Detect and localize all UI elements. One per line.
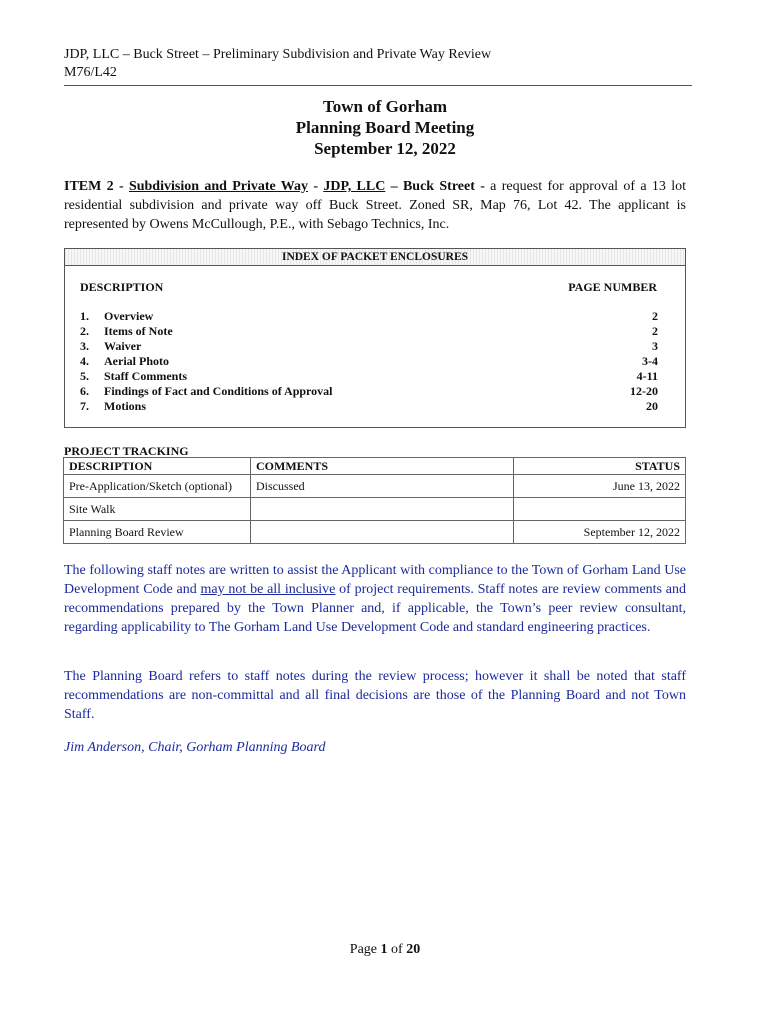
title-meeting: Planning Board Meeting <box>295 118 475 137</box>
column-header-comments: COMMENTS <box>251 458 514 475</box>
staff-notes-text-a: The following staff notes are written to assist the Applicant with compliance to the Town of Gorham Land Use Development Code and <box>64 563 686 597</box>
item-sep1: - <box>308 179 324 194</box>
page-header <box>64 46 692 86</box>
index-item-page: 3 <box>652 339 658 353</box>
row-description: Site Walk <box>64 498 251 521</box>
staff-notes-paragraph <box>64 561 686 637</box>
index-item-label: Staff Comments <box>104 369 187 383</box>
index-list <box>80 309 658 414</box>
staff-notes-text-b: of project requirements. Staff notes are review comments and recommendations prepared by the Town Planner and, if applicable, the Town’s peer review consultant, regarding applicability to The Gorham Land Use Development Code and standard engineering practices. <box>64 582 686 635</box>
row-description: Planning Board Review <box>64 521 251 544</box>
packet-index-box <box>64 248 686 428</box>
index-item <box>80 369 658 384</box>
index-item-number: 3. <box>80 339 89 353</box>
index-title: INDEX OF PACKET ENCLOSURES <box>65 249 685 266</box>
row-comments: Discussed <box>251 475 514 498</box>
item-subject: Subdivision and Private Way <box>128 179 309 194</box>
index-item-label: Waiver <box>104 339 142 353</box>
index-item <box>80 384 658 399</box>
index-item <box>80 354 658 369</box>
index-item-page: 2 <box>652 309 658 323</box>
header-title: JDP, LLC – Buck Street – Preliminary Subdivision and Private Way Review <box>64 47 492 62</box>
index-item-label: Aerial Photo <box>104 354 169 368</box>
index-item <box>80 399 658 414</box>
index-item-label: Findings of Fact and Conditions of Approval <box>104 384 333 398</box>
column-header-description: DESCRIPTION <box>64 458 251 475</box>
footer-current-page: 1 <box>380 942 388 957</box>
footer-page-label: Page <box>349 942 381 957</box>
table-row <box>64 498 686 521</box>
index-item-page: 3-4 <box>642 354 658 368</box>
row-status: June 13, 2022 <box>514 475 686 498</box>
item-prefix: ITEM 2 - <box>64 179 129 194</box>
index-item-label: Items of Note <box>104 324 173 338</box>
row-description: Pre-Application/Sketch (optional) <box>64 475 251 498</box>
index-item-number: 1. <box>80 309 89 323</box>
row-comments <box>251 521 514 544</box>
project-tracking-table <box>63 457 686 544</box>
signature-line: Jim Anderson, Chair, Gorham Planning Board <box>64 740 326 755</box>
index-page-header: PAGE NUMBER <box>568 280 657 294</box>
column-header-status: STATUS <box>514 458 686 475</box>
table-row <box>64 475 686 498</box>
index-item <box>80 339 658 354</box>
index-item-page: 12-20 <box>630 384 658 398</box>
table-header-row <box>64 458 686 475</box>
planning-board-paragraph: The Planning Board refers to staff notes during the review process; however it shall be noted that staff recommendations are non-committal and all final decisions are those of the Planning Board and not Town Staff. <box>64 669 686 722</box>
row-status <box>514 498 686 521</box>
project-tracking-title: PROJECT TRACKING <box>64 444 189 458</box>
index-item-number: 5. <box>80 369 89 383</box>
row-comments <box>251 498 514 521</box>
index-item-number: 4. <box>80 354 89 368</box>
item-sep2: – Buck Street - <box>385 179 491 194</box>
item-description <box>64 177 686 234</box>
index-item-page: 2 <box>652 324 658 338</box>
staff-notes-underlined: may not be all inclusive <box>200 582 336 597</box>
index-item-label: Overview <box>104 309 154 323</box>
index-item-page: 20 <box>646 399 658 413</box>
item-text: a request for approval of a 13 lot residential subdivision and private way off Buck Street. Zoned SR, Map 76, Lot 42. The applicant is represented by Owens McCullough, P.E., with Sebago Technics, Inc. <box>64 179 686 232</box>
document-title <box>0 96 770 159</box>
title-date: September 12, 2022 <box>314 139 456 158</box>
table-row <box>64 521 686 544</box>
index-item-label: Motions <box>104 399 146 413</box>
footer-of-label: of <box>387 942 407 957</box>
index-item <box>80 309 658 324</box>
index-item-number: 7. <box>80 399 89 413</box>
index-description-header: DESCRIPTION <box>80 280 164 294</box>
index-item-number: 2. <box>80 324 89 338</box>
page-footer <box>0 942 770 958</box>
footer-total-pages: 20 <box>406 942 421 957</box>
item-applicant: JDP, LLC <box>323 179 386 194</box>
header-map-lot: M76/L42 <box>64 65 117 80</box>
index-item-number: 6. <box>80 384 89 398</box>
index-item <box>80 324 658 339</box>
row-status: September 12, 2022 <box>514 521 686 544</box>
title-town: Town of Gorham <box>322 97 448 116</box>
index-item-page: 4-11 <box>636 369 658 383</box>
